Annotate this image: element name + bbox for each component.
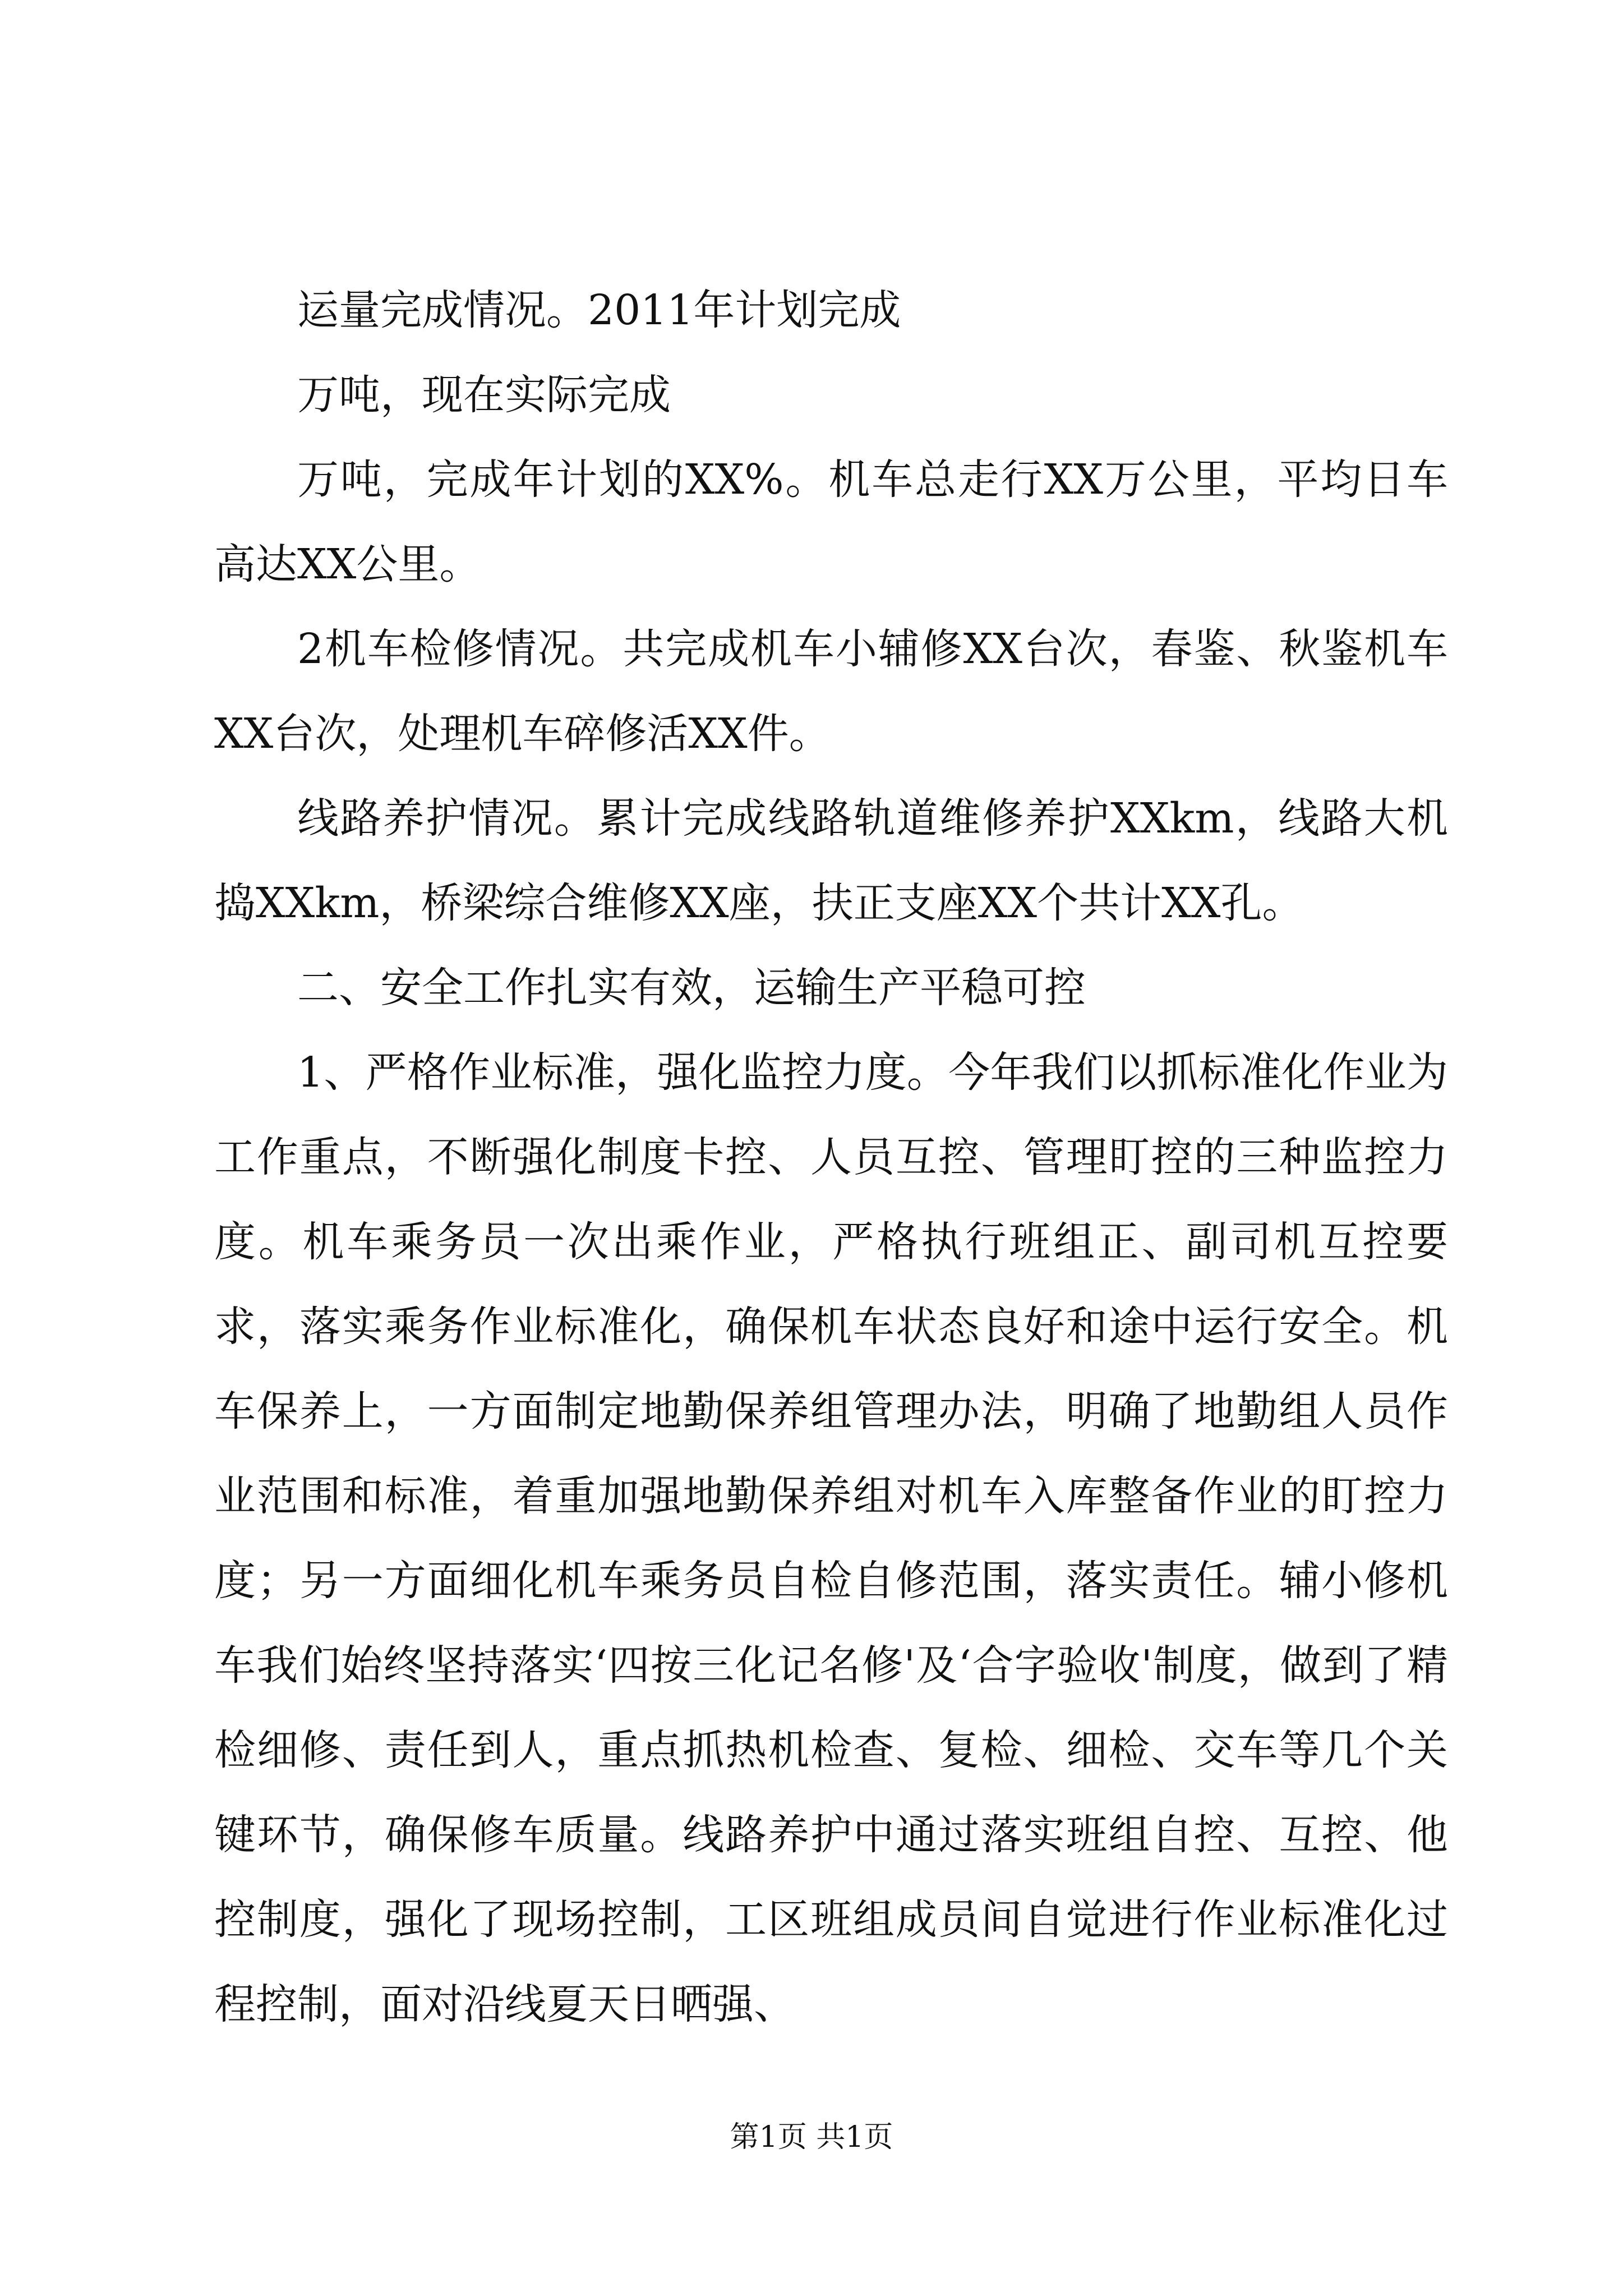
paragraph-transport-volume: 运量完成情况。2011年计划完成 <box>297 286 901 334</box>
paragraph-locomotive-maintenance: 2机车检修情况。共完成机车小辅修XX台次，春鉴、秋鉴机车XX台次，处理机车碎修活XX件。 <box>214 625 1448 758</box>
paragraph-plan-percent: 万吨，完成年计划的XX%。机车总走行XX万公里，平均日车高达XX公里。 <box>214 455 1448 588</box>
paragraph-operation-standards: 1、严格作业标准，强化监控力度。今年我们以抓标准化作业为工作重点，不断强化制度卡控、人员互控、管理盯控的三种监控力度。机车乘务员一次出乘作业，严格执行班组正、副司机互控要求，落实乘务作业标准化，确保机车状态良好和途中运行安全。机车保养上，一方面制定地勤保养组管理办法，明确了地勤组人员作业范围和标准，着重加强地勤保养组对机车入库整备作业的盯控力度；另一方面细化机车乘务员自检自修范围，落实责任。辅小修机车我们始终坚持落实‘四按三化记名修'及‘合字验收'制度，做到了精检细修、责任到人，重点抓热机检查、复检、细检、交车等几个关键环节，确保修车质量。线路养护中通过落实班组自控、互控、他控制度，强化了现场控制，工区班组成员间自觉进行作业标准化过程控制，面对沿线夏天日晒强、 <box>214 1048 1448 2028</box>
document-body <box>214 268 1448 2047</box>
paragraph-actual-completion: 万吨，现在实际完成 <box>297 371 671 419</box>
paragraph-track-maintenance: 线路养护情况。累计完成线路轨道维修养护XXkm，线路大机捣XXkm，桥梁综合维修XX座，扶正支座XX个共计XX孔。 <box>214 794 1448 927</box>
page-footer <box>0 2118 1623 2157</box>
page-number-label: 第1页 共1页 <box>730 2120 893 2154</box>
section-heading-safety: 二、安全工作扎实有效，运输生产平稳可控 <box>297 964 1086 1012</box>
